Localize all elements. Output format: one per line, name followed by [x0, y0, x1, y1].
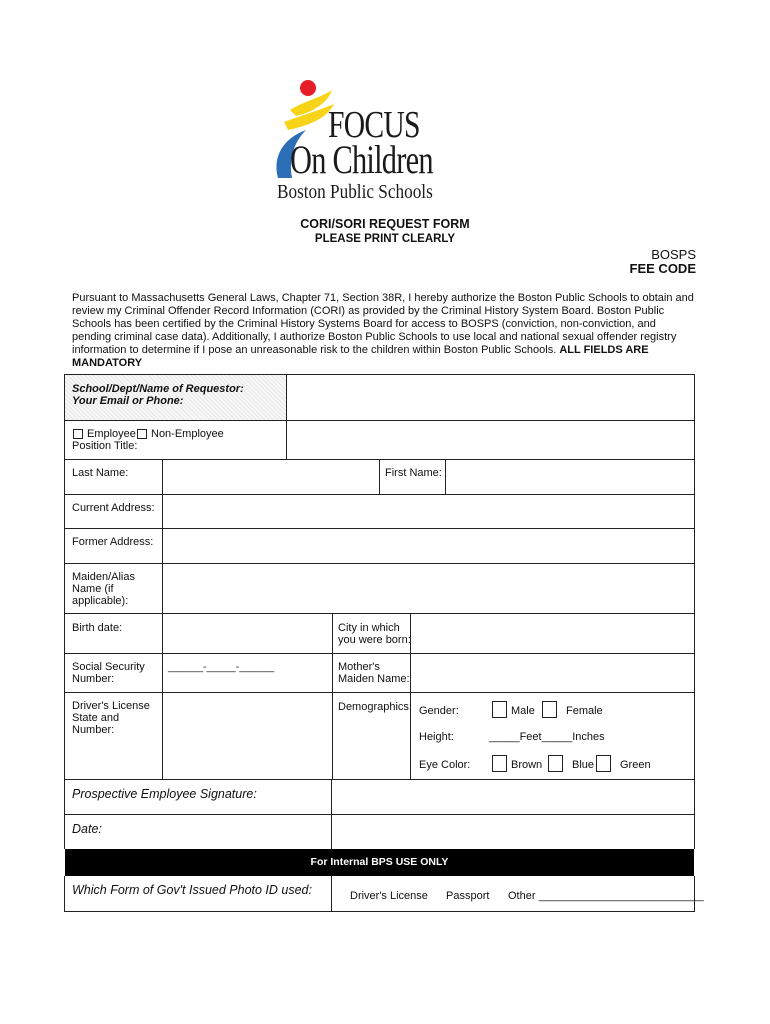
internal-use-bar: For Internal BPS USE ONLY — [65, 849, 694, 876]
grid-line — [64, 613, 695, 614]
last-name-field[interactable] — [164, 461, 377, 492]
former-address-label: Former Address: — [72, 536, 154, 548]
requestor-label: School/Dept/Name of Requestor: — [72, 383, 244, 395]
grid-line — [286, 374, 287, 459]
last-name-label: Last Name: — [72, 467, 129, 479]
signature-field[interactable] — [333, 781, 692, 812]
female-label: Female — [566, 705, 603, 717]
position-title-label: Position Title: — [72, 440, 138, 452]
non-employee-checkbox[interactable] — [137, 429, 147, 439]
drivers-license-field[interactable] — [164, 694, 330, 777]
grid-line — [64, 494, 695, 495]
mothers-maiden-label-2: Maiden Name: — [338, 673, 410, 685]
photo-id-label: Which Form of Gov't Issued Photo ID used: — [72, 883, 312, 897]
ssn-field[interactable]: ______-_____-______ — [168, 661, 275, 673]
logo-focus-text: FOCUS — [328, 104, 420, 146]
grid-line — [331, 779, 332, 849]
height-field[interactable]: _____Feet_____Inches — [489, 731, 605, 743]
grid-line — [64, 374, 65, 849]
green-label: Green — [620, 759, 651, 771]
mothers-maiden-label-1: Mother's — [338, 661, 380, 673]
current-address-label: Current Address: — [72, 502, 155, 514]
birth-date-label: Birth date: — [72, 622, 123, 634]
grid-line — [162, 459, 163, 779]
green-checkbox[interactable] — [596, 755, 611, 772]
grid-line — [332, 613, 333, 779]
female-checkbox[interactable] — [542, 701, 557, 718]
birth-city-field[interactable] — [412, 615, 692, 651]
form-title: CORI/SORI REQUEST FORM — [300, 217, 470, 231]
maiden-alias-label-3: applicable): — [72, 595, 129, 607]
employee-label: Employee — [87, 428, 136, 440]
grid-line — [64, 374, 695, 375]
passport-option[interactable]: Passport — [446, 890, 490, 902]
authorization-text: Pursuant to Massachusetts General Laws, Chapter 71, Section 38R, I hereby authorize the Boston Public Schools to obtain and review my Criminal Offender Record Information (CORI) as provided by the Criminal History System Board. Boston Public Schools has been certified by the Criminal History Systems Board for access to BOSPS (conviction, non-conviction, and pending criminal case data). Additionally, I authorize Boston Public Schools to use local and national sexual offender registry information to determine if I pose an unreasonable risk to the children within Boston Public Schools. — [72, 292, 694, 356]
non-employee-label: Non-Employee — [151, 428, 224, 440]
grid-line — [64, 563, 695, 564]
logo-on-children-text: On Children — [290, 137, 433, 182]
grid-line — [331, 876, 332, 912]
date-label: Date: — [72, 822, 102, 836]
drivers-license-label-3: Number: — [72, 724, 115, 736]
bosps-label: BOSPS — [651, 247, 696, 262]
blue-label: Blue — [572, 759, 595, 771]
ssn-label-2: Number: — [72, 673, 115, 685]
grid-line — [64, 420, 695, 421]
grid-line — [64, 528, 695, 529]
form-subtitle: PLEASE PRINT CLEARLY — [314, 233, 456, 245]
authorization-paragraph — [72, 292, 697, 370]
signature-label: Prospective Employee Signature: — [72, 787, 257, 801]
first-name-field[interactable] — [447, 461, 692, 492]
date-field[interactable] — [333, 816, 692, 847]
birth-city-label-1: City in which — [338, 622, 400, 634]
requestor-field[interactable] — [288, 377, 692, 418]
logo-bps-text: Boston Public Schools — [277, 181, 433, 203]
gender-label: Gender: — [419, 705, 459, 717]
eye-color-label: Eye Color: — [419, 759, 471, 771]
grid-line — [694, 374, 695, 849]
male-label: Male — [511, 705, 535, 717]
fee-code-label: FEE CODE — [629, 261, 696, 276]
first-name-label: First Name: — [385, 467, 442, 479]
maiden-alias-label-1: Maiden/Alias — [72, 571, 135, 583]
height-label: Height: — [419, 731, 454, 743]
birth-city-label-2: you were born: — [338, 634, 411, 646]
grid-line — [445, 459, 446, 494]
other-option[interactable]: Other ___________________________ — [508, 890, 704, 902]
grid-line — [64, 814, 695, 815]
grid-line — [64, 876, 65, 912]
maiden-alias-field[interactable] — [164, 565, 692, 611]
birth-date-field[interactable] — [164, 615, 330, 651]
grid-line — [379, 459, 380, 494]
blue-eye-checkbox[interactable] — [548, 755, 563, 772]
mothers-maiden-field[interactable] — [412, 655, 692, 690]
employee-checkbox[interactable] — [73, 429, 83, 439]
brown-label: Brown — [511, 759, 543, 771]
drivers-license-option[interactable]: Driver's License — [350, 890, 428, 902]
current-address-field[interactable] — [164, 496, 692, 526]
focus-on-children-logo — [270, 78, 450, 208]
ssn-label-1: Social Security — [72, 661, 145, 673]
maiden-alias-label-2: Name (if — [72, 583, 114, 595]
male-checkbox[interactable] — [492, 701, 507, 718]
grid-line — [64, 692, 695, 693]
drivers-license-label-1: Driver's License — [72, 700, 150, 712]
demographics-label: Demographics: — [338, 701, 412, 713]
brown-checkbox[interactable] — [492, 755, 507, 772]
grid-line — [64, 779, 695, 780]
former-address-field[interactable] — [164, 530, 692, 561]
grid-line — [64, 653, 695, 654]
mandatory-notice: ALL FIELDS ARE MANDATORY — [72, 344, 649, 369]
grid-line — [64, 911, 695, 912]
email-phone-label: Your Email or Phone: — [72, 395, 184, 407]
position-title-field[interactable] — [288, 422, 692, 457]
drivers-license-label-2: State and — [72, 712, 120, 724]
